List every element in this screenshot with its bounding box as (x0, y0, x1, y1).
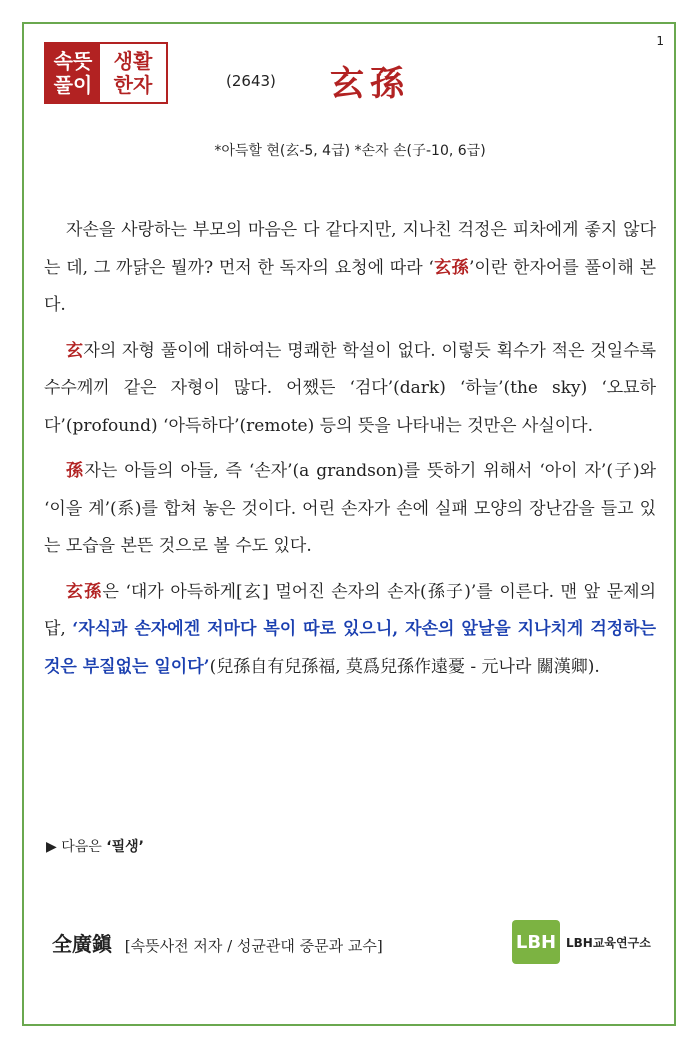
paragraph-text: 자의 자형 풀이에 대하여는 명쾌한 학설이 없다. 이렇듯 획수가 적은 것일수록 수수께끼 같은 자형이 많다. 어쨌든 ‘검다’(dark) ‘하늘’(the sky) ‘오묘하다’(profound) ‘아득하다’(remote) 등의 뜻을 나타내는 것만은 사실이다. (44, 340, 656, 436)
paragraph-text: 은 ‘대가 아득하게[玄] 멀어진 손자의 손자(孫子)’를 이른다. 맨 앞 문제의 답, (44, 581, 656, 639)
paragraph-text: 자손을 사랑하는 부모의 마음은 다 같다지만, 지나친 걱정은 피차에게 좋지 않다는 데, 그 까닭은 뭘까? 먼저 한 독자의 요청에 따라 ‘ (44, 220, 656, 278)
article-number: (2643) (226, 72, 276, 90)
logo-left-block (46, 44, 100, 102)
logo-text: 속뜻 (53, 49, 93, 73)
paragraph-2 (44, 333, 656, 446)
author-role: [속뜻사전 저자 / 성균관대 중문과 교수] (124, 937, 383, 955)
author-line (52, 928, 383, 957)
lbh-mark-icon: LBH (512, 920, 560, 964)
org-name: LBH교육연구소 (566, 935, 651, 950)
next-prefix: ▶ 다음은 (46, 839, 107, 855)
logo-text: 풀이 (53, 73, 93, 97)
paragraph-text: ’이란 한자어를 풀이해 본다. (44, 257, 657, 315)
subtitle: *아득할 현(玄-5, 4급) *손자 손(子-10, 6급) (214, 143, 486, 159)
paragraph-text: (兒孫自有兒孫福, 莫爲兒孫作遠憂 - 元나라 關漢卿). (209, 656, 600, 677)
page-title: 玄孫 (330, 64, 410, 104)
logo-text: 생활 (113, 49, 153, 73)
hanja-term: 玄孫 (433, 257, 470, 278)
paragraph-1 (44, 212, 656, 325)
article-body (44, 212, 656, 694)
logo-right-block (100, 44, 166, 102)
paragraph-text: 자는 아들의 아들, 즉 ‘손자’(a grandson)를 뜻하기 위해서 ‘아이 자’(子)와 ‘이을 계’(系)를 합쳐 놓은 것이다. 어린 손자가 손에 실패 모양의 장난감을 들고 있는 모습을 본뜬 것으로 볼 수도 있다. (44, 461, 657, 556)
paragraph-3 (44, 453, 656, 566)
hanja-term: 玄孫 (66, 581, 103, 602)
author-name: 全廣鎭 (52, 932, 112, 956)
paragraph-4 (44, 574, 656, 687)
hanja-term: 玄 (66, 340, 84, 361)
org-logo (512, 920, 651, 964)
page-number: 1 (656, 34, 664, 48)
logo-text: 한자 (113, 73, 153, 97)
next-word: ‘필생’ (106, 839, 144, 855)
hanja-term: 孫 (66, 461, 85, 481)
quote-text: ‘자식과 손자에겐 저마다 복이 따로 있으니, 자손의 앞날을 지나치게 걱정하는 것은 부질없는 일이다’ (44, 619, 657, 677)
next-topic (46, 836, 144, 856)
logo (44, 42, 168, 104)
